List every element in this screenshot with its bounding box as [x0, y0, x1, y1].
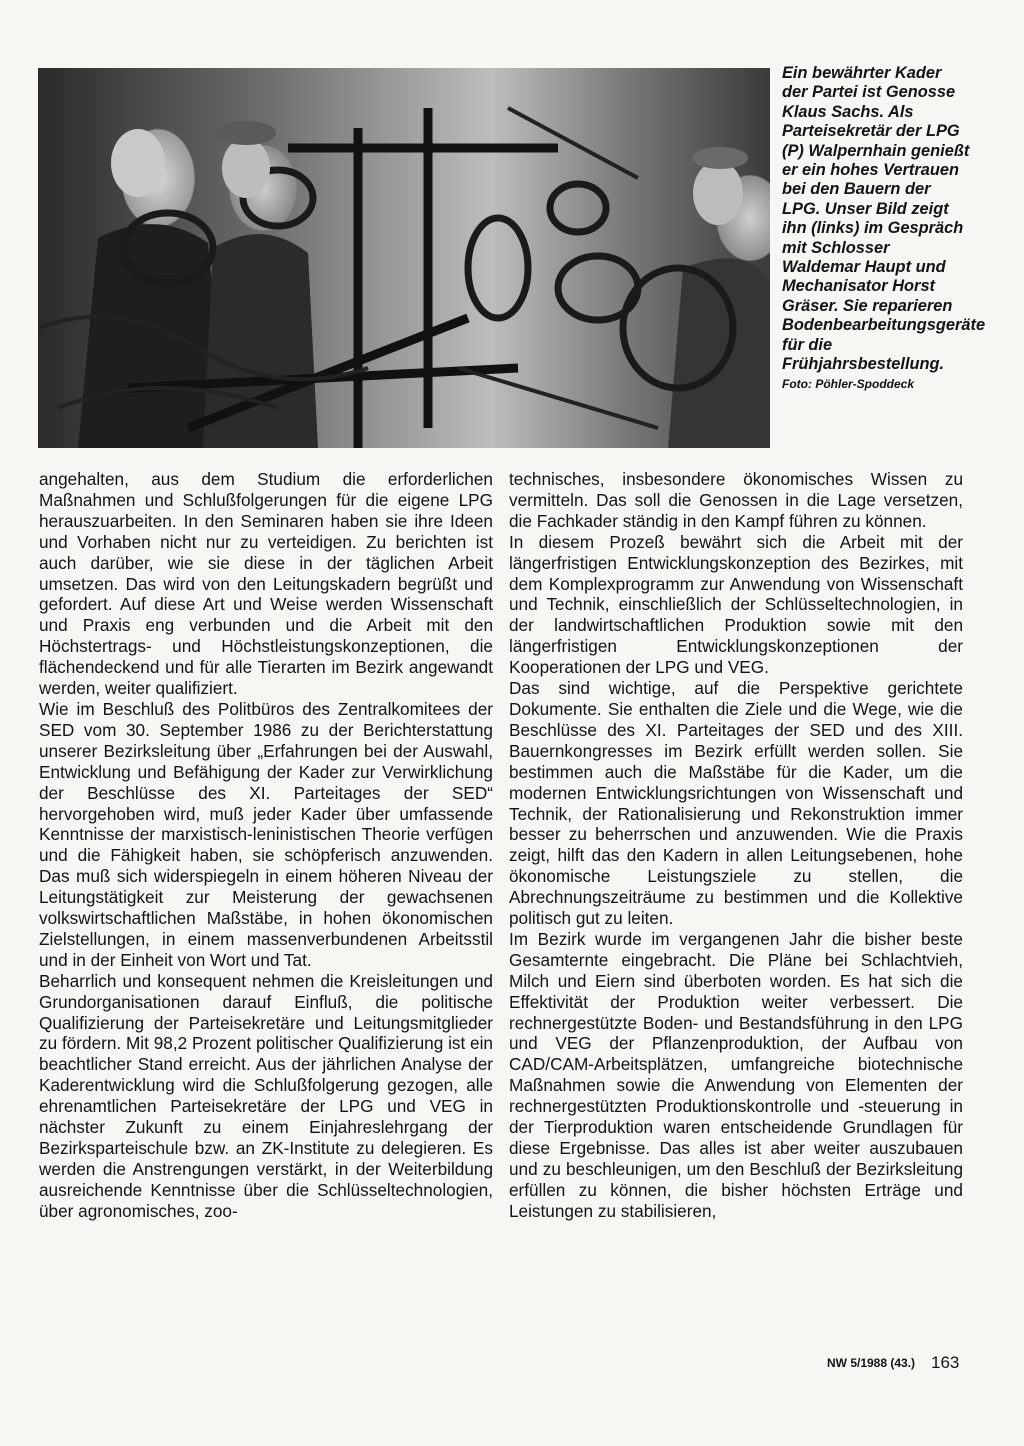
paragraph: angehalten, aus dem Studium die erforderlichen Maßnahmen und Schlußfolgerungen für die eigene LPG herauszuarbeiten. In den Seminaren haben sie ihre Ideen und Vorhaben nicht nur zu verteidigen. Zu berichten ist auch darüber, wie sie diese in der täglichen Arbeit umsetzen. Das wird von den Leitungskadern begrüßt und gefordert. Auf diese Art und Weise werden Wissenschaft und Praxis eng verbunden und die Arbeit mit den Höchstertrags- und Höchstleistungskonzeptionen, die flächendeckend und für alle Tierarten im Bezirk angewandt werden, weiter qualifiziert. — [39, 469, 493, 699]
paragraph: In diesem Prozeß bewährt sich die Arbeit mit der längerfristigen Entwicklungskonzeption des Bezirkes, mit dem Komplexprogramm zur Anwendung von Wissenschaft und Technik, einschließlich der Schlüsseltechnologien, in der landwirtschaftlichen Produktion sowie mit den längerfristigen Entwicklungskonzeptionen der Kooperationen der LPG und VEG. — [509, 531, 963, 678]
article-column-right — [509, 469, 963, 1222]
paragraph: Beharrlich und konsequent nehmen die Kreisleitungen und Grundorganisationen darauf Einfluß, die politische Qualifizierung der Parteisekretäre und Leitungsmitglieder zu fördern. Mit 98,2 Prozent politischer Qualifizierung ist ein beachtlicher Stand erreicht. Aus der jährlichen Analyse der Kaderentwicklung wird die Schlußfolgerung gezogen, alle ehrenamtlichen Parteisekretäre der LPG und VEG in nächster Zukunft zu einem Einjahreslehrgang der Bezirksparteischule bzw. an ZK-Institute zu delegieren. Es werden die Anstrengungen verstärkt, in der Weiterbildung ausreichende Kenntnisse über die Schlüsseltechnologien, über agronomisches, zoo- — [39, 970, 493, 1221]
paragraph: Im Bezirk wurde im vergangenen Jahr die bisher beste Gesamternte eingebracht. Die Pläne bei Schlachtvieh, Milch und Eiern sind überboten worden. Es hat sich die Effektivität der Produktion weiter verbessert. Die rechnergestützte Boden- und Bestandsführung in den LPG und VEG der Pflanzenproduktion, der Aufbau von CAD/CAM-Arbeitsplätzen, umfangreiche biotechnische Maßnahmen sowie die Anwendung von Elementen der rechnergestützten Produktionskontrolle und -steuerung in der Tierproduktion waren entscheidende Grundlagen für diese Ergebnisse. Das alles ist aber weiter auszubauen und zu beschleunigen, um den Beschluß der Bezirksleitung erfüllen zu können, die bisher höchsten Erträge und Leistungen zu stabilisieren, — [509, 928, 963, 1221]
article-column-left — [39, 469, 493, 1222]
caption-text: Ein bewährter Kader der Partei ist Genosse Klaus Sachs. Als Parteisekretär der LPG (P) Walpernhain genießt er ein hohes Vertrauen bei den Bauern der LPG. Unser Bild zeigt ihn (links) im Gespräch mit Schlosser Waldemar Haupt und Mechanisator Horst Gräser. Sie reparieren Bodenbearbeitungsgeräte für die Frühjahrsbestellung. — [782, 64, 986, 374]
issue-label: NW 5/1988 (43.) — [827, 1356, 916, 1370]
paragraph: Wie im Beschluß des Politbüros des Zentralkomitees der SED vom 30. September 1986 zu der Berichterstattung unserer Bezirksleitung über „Erfahrungen bei der Auswahl, Entwicklung und Befähigung der Kader zur Verwirklichung der Beschlüsse des XI. Parteitages der SED“ hervorgehoben wird, muß jeder Kader über umfassende Kenntnisse der marxistisch-leninistischen Theorie verfügen und die Fähigkeit haben, sie schöpferisch anzuwenden. Das muß sich widerspiegeln in einem höheren Niveau der Leitungstätigkeit zur Meisterung der gewachsenen volkswirtschaftlichen Maßstäbe, in hohen ökonomischen Zielstellungen, in einem massenverbundenen Arbeitsstil und in der Einheit von Wort und Tat. — [39, 698, 493, 970]
page-footer — [827, 1353, 967, 1372]
article-photo — [38, 68, 770, 448]
photo-credit: Foto: Pöhler-Spoddeck — [782, 376, 914, 391]
photo-caption — [782, 64, 986, 392]
paragraph: technisches, insbesondere ökonomisches Wissen zu vermitteln. Das soll die Genossen in die Lage versetzen, die Fachkader ständig in den Kampf führen zu können. — [509, 469, 963, 531]
page-number: 163 — [931, 1353, 960, 1372]
paragraph: Das sind wichtige, auf die Perspektive gerichtete Dokumente. Sie enthalten die Ziele und die Wege, wie die Beschlüsse des XI. Parteitages der SED und des XIII. Bauernkongresses im Bezirk erfüllt werden sollen. Sie bestimmen auch die Maßstäbe für die Kader, um die modernen Entwicklungsrichtungen von Wissenschaft und Technik, der Rationalisierung und Rekonstruktion immer besser zu beherrschen und anzuwenden. Wie die Praxis zeigt, hilft das den Kadern in allen Leitungsebenen, hohe ökonomische Leistungsziele zu stellen, die Abrechnungszeiträume zu bestimmen und die Kollektive politisch gut zu leiten. — [509, 678, 963, 929]
photo-illustration — [38, 68, 770, 448]
